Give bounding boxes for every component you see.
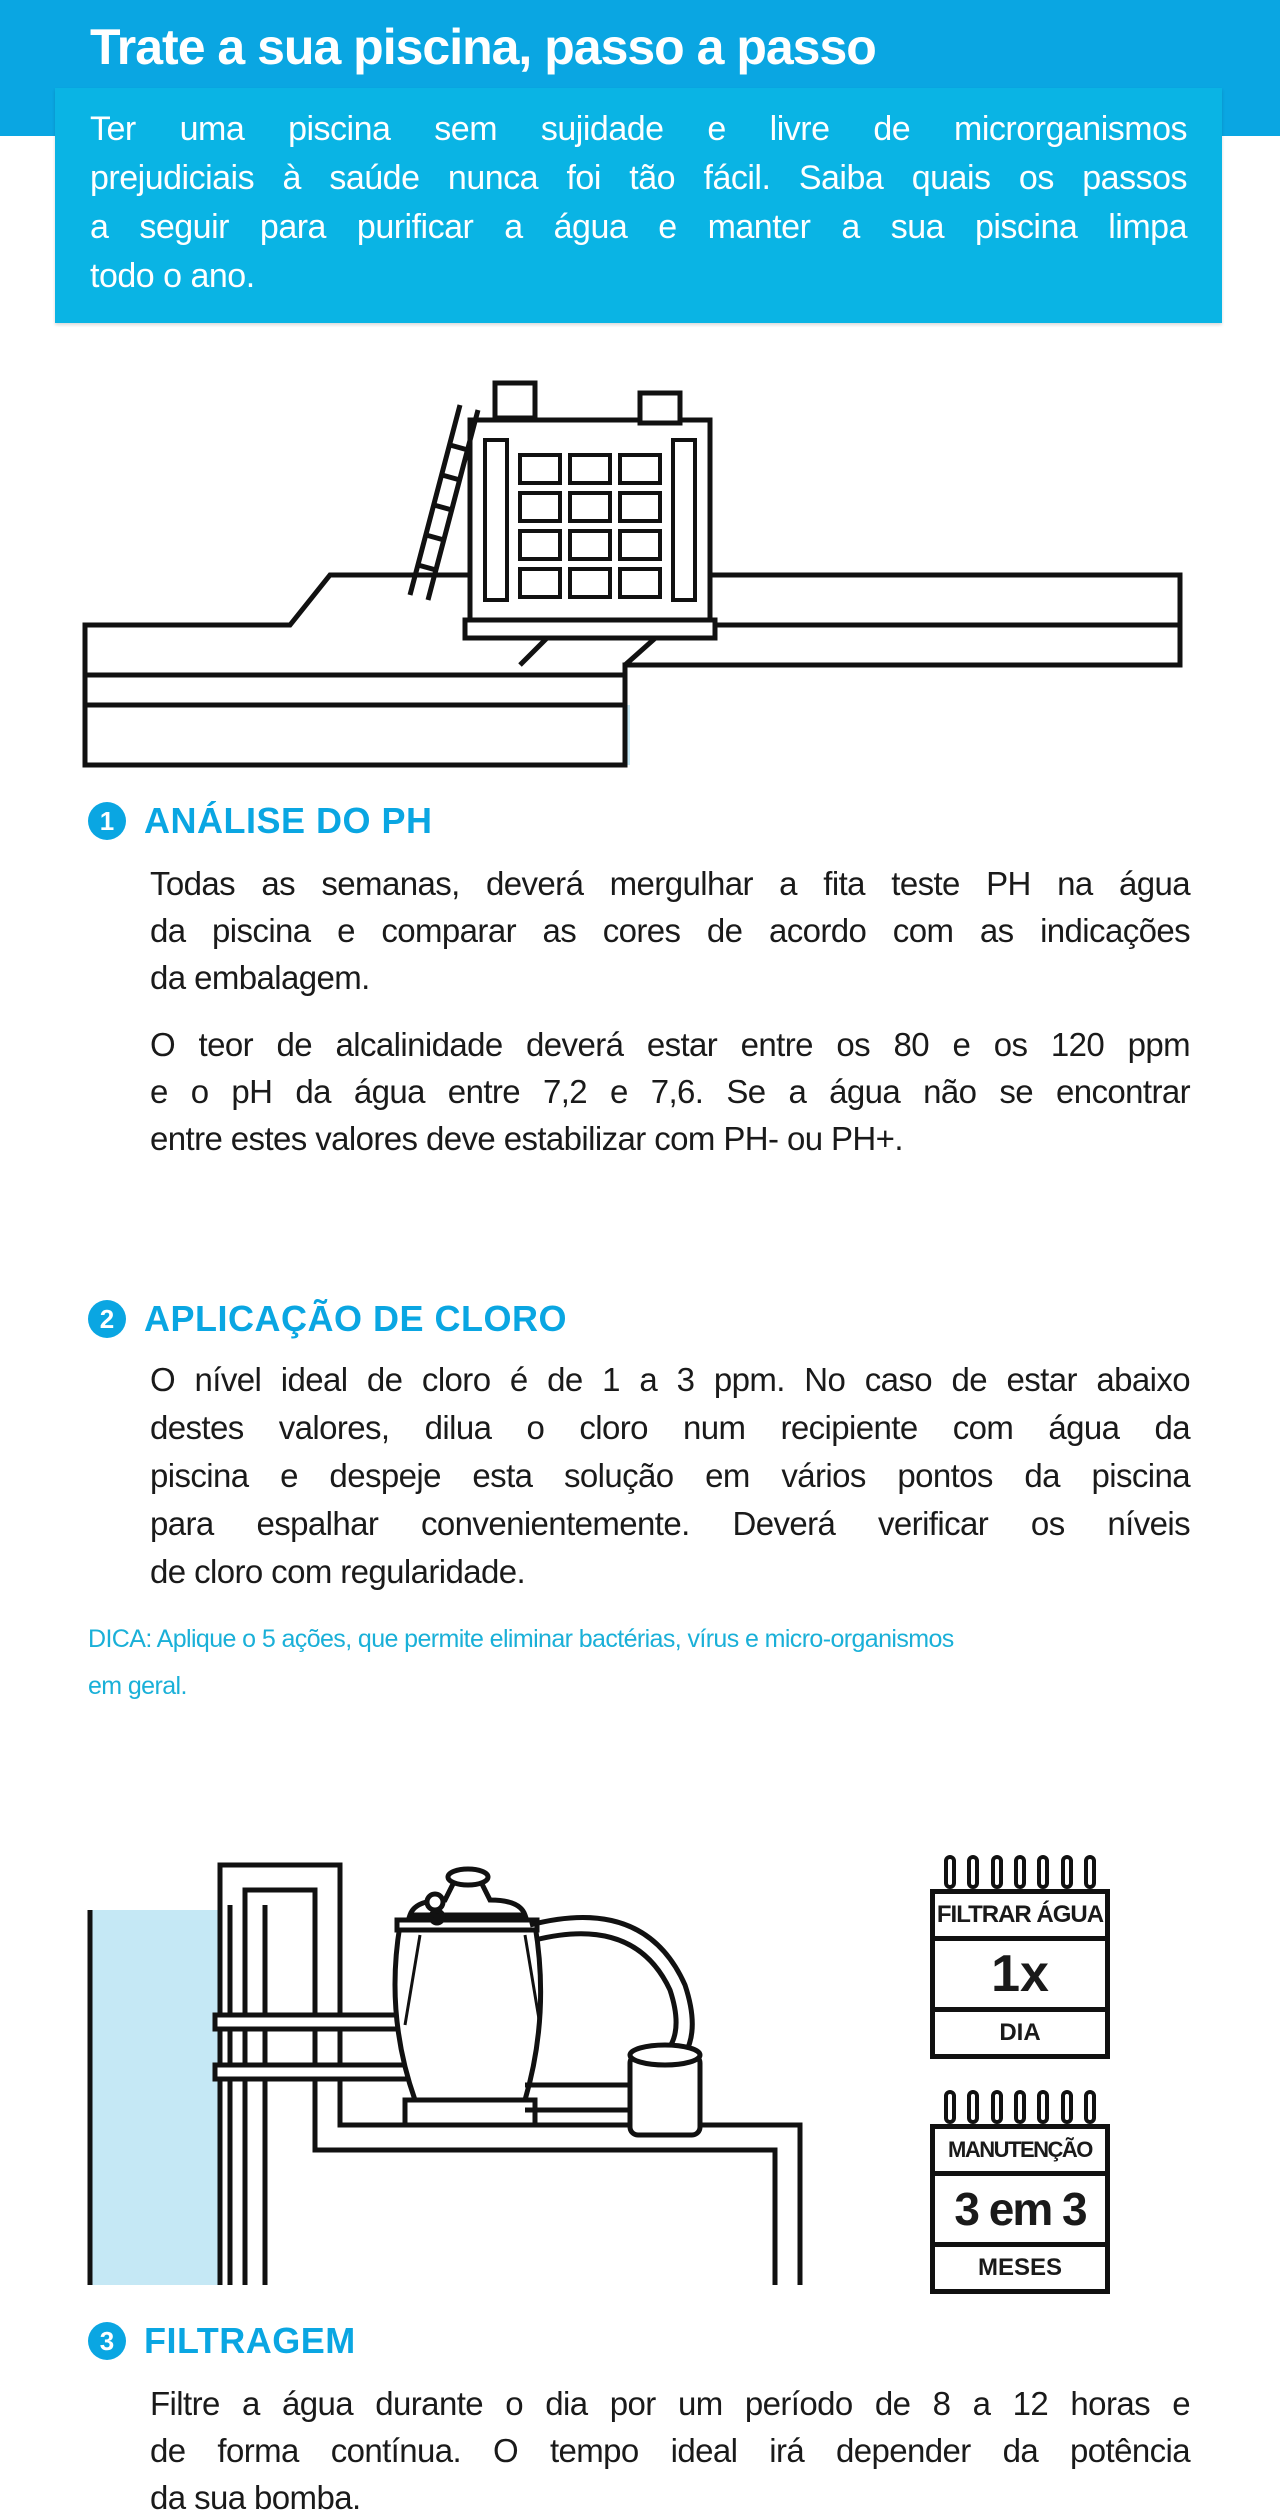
body-line: piscina e despeje esta solução em vários pontos da piscina — [150, 1457, 1190, 1494]
body-line: O nível ideal de cloro é de 1 a 3 ppm. No caso de estar abaixo — [150, 1361, 1190, 1398]
calendar-bottom-label: MESES — [977, 2254, 1063, 2281]
pool-filter-pump-illustration — [85, 1855, 805, 2290]
calendar-filter-frequency — [930, 1855, 1110, 2059]
calendar-top-label: MANUTENÇÃO — [935, 2129, 1105, 2176]
body-line: da piscina e comparar as cores de acordo com as indicações — [150, 912, 1190, 949]
section-1-heading — [88, 800, 433, 842]
section-title: FILTRAGEM — [144, 2320, 356, 2361]
intro-line: Ter uma piscina sem sujidade e livre de microrganismos — [90, 110, 1187, 148]
tip-line: DICA: Aplique o 5 ações, que permite eliminar bactérias, vírus e micro-organismos — [88, 1625, 954, 1653]
calendar-top-label: FILTRAR ÁGUA — [935, 1894, 1105, 1941]
calendar-rings-icon — [930, 1855, 1110, 1889]
calendar-value: 1x — [935, 1941, 1105, 2012]
tip-line: em geral. — [88, 1672, 187, 1700]
section-2-heading — [88, 1298, 567, 1340]
section-title: ANÁLISE DO PH — [144, 800, 433, 841]
intro-line: a seguir para purificar a água e manter a sua piscina limpa — [90, 208, 1187, 246]
body-line: Filtre a água durante o dia por um período de 8 a 12 horas e — [150, 2385, 1190, 2422]
section-3-heading — [88, 2320, 356, 2362]
calendar-value: 3 em 3 — [935, 2176, 1105, 2247]
step-number-badge: 1 — [88, 802, 126, 840]
pool-chlorine-dispenser-illustration — [80, 375, 1190, 770]
calendar-rings-icon — [930, 2090, 1110, 2124]
body-line: da embalagem. — [150, 959, 370, 996]
body-line: entre estes valores deve estabilizar com PH- ou PH+. — [150, 1120, 903, 1157]
body-line: da sua bomba. — [150, 2479, 361, 2516]
calendar-maintenance-frequency — [930, 2090, 1110, 2294]
step-number-badge: 3 — [88, 2322, 126, 2360]
intro-box — [55, 88, 1222, 323]
body-line: destes valores, dilua o cloro num recipiente com água da — [150, 1409, 1190, 1446]
page-title: Trate a sua piscina, passo a passo — [90, 19, 876, 75]
calendar-bottom-label: DIA — [999, 2019, 1041, 2046]
body-line: e o pH da água entre 7,2 e 7,6. Se a água não se encontrar — [150, 1073, 1190, 1110]
body-line: O teor de alcalinidade deverá estar entre os 80 e os 120 ppm — [150, 1026, 1190, 1063]
body-line: Todas as semanas, deverá mergulhar a fita teste PH na água — [150, 865, 1190, 902]
intro-line: todo o ano. — [90, 257, 255, 295]
section-title: APLICAÇÃO DE CLORO — [144, 1298, 567, 1339]
body-line: de forma contínua. O tempo ideal irá depender da potência — [150, 2432, 1190, 2469]
intro-line: prejudiciais à saúde nunca foi tão fácil. Saiba quais os passos — [90, 159, 1187, 197]
body-line: de cloro com regularidade. — [150, 1553, 526, 1590]
body-line: para espalhar convenientemente. Deverá verificar os níveis — [150, 1505, 1190, 1542]
step-number-badge: 2 — [88, 1300, 126, 1338]
